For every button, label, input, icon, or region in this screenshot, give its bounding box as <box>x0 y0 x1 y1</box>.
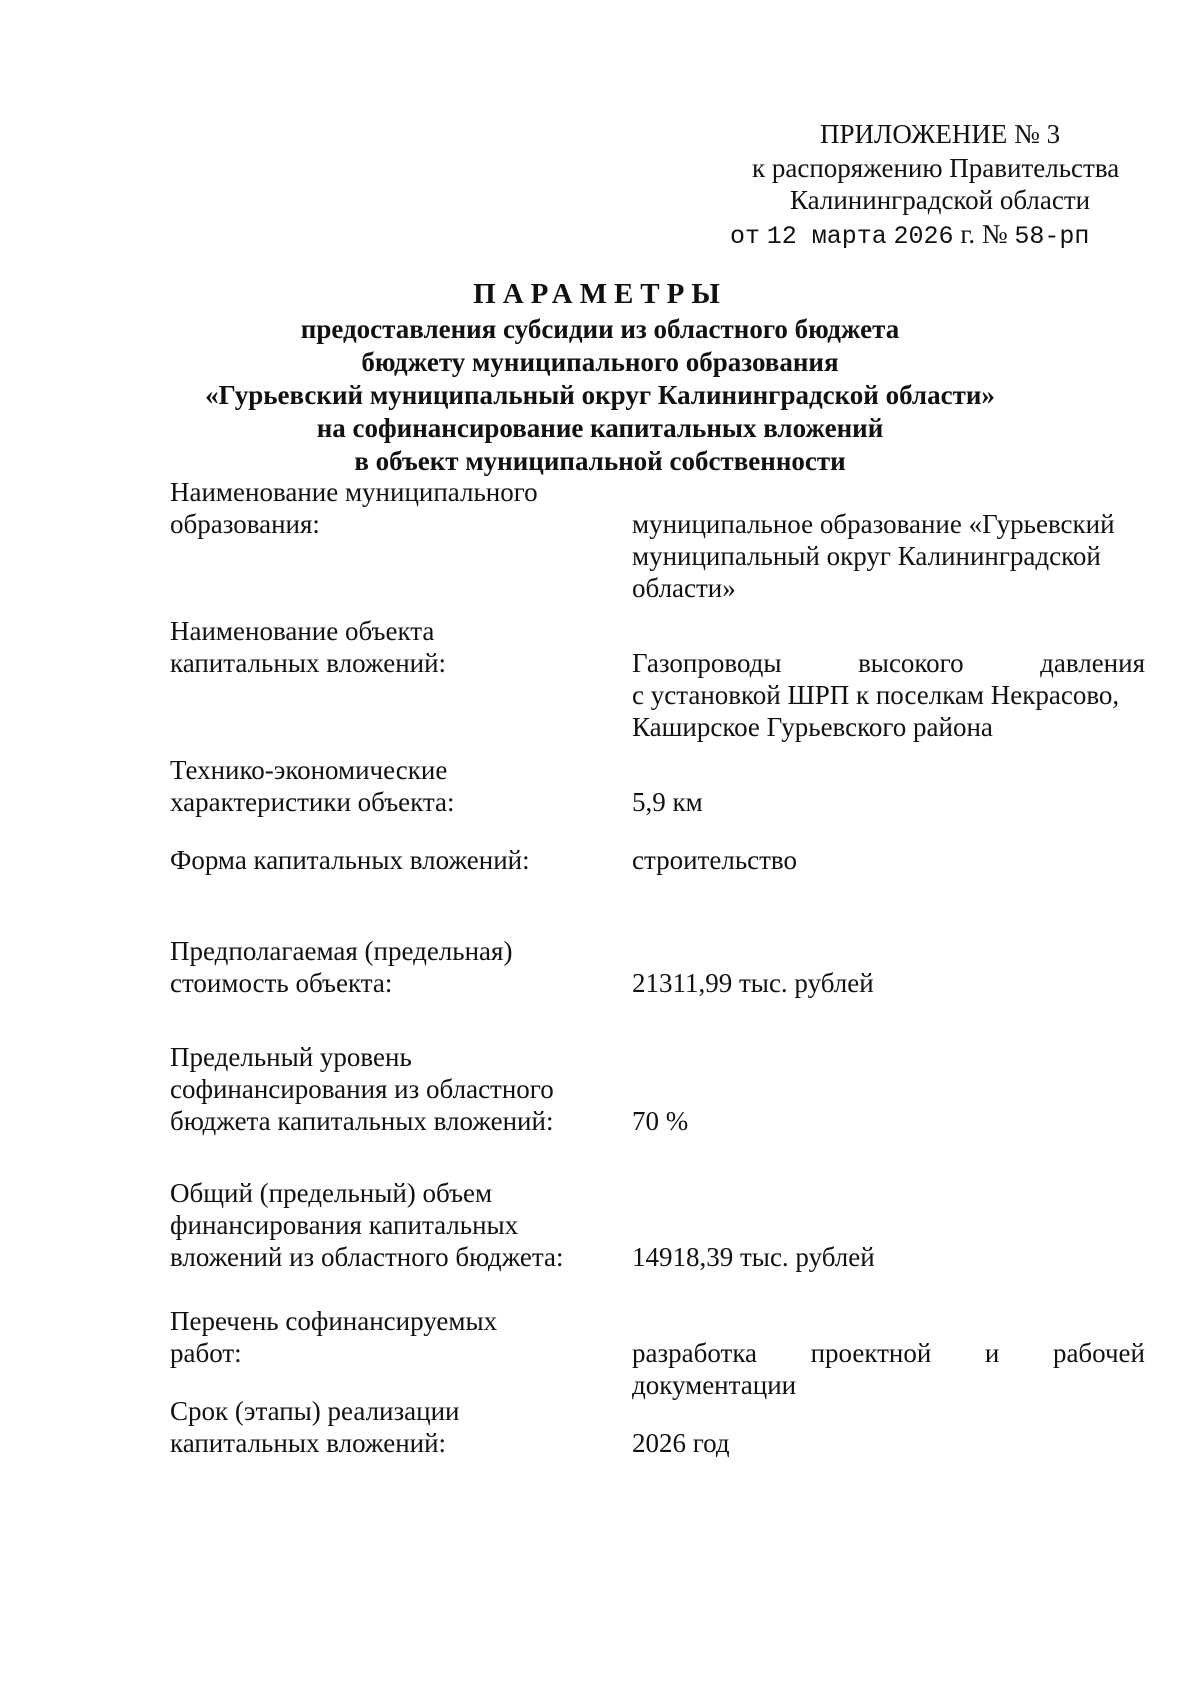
appendix-region-line: Калининградской области <box>790 185 1091 215</box>
param-label: Технико-экономические характеристики объекта: <box>170 755 455 817</box>
date-day: 12 марта <box>766 222 887 251</box>
param-value: 5,9 км <box>632 787 703 817</box>
word: и <box>984 1338 1000 1368</box>
justified-line <box>632 647 1145 679</box>
word: Газопроводы <box>632 648 782 678</box>
document-title: ПАРАМЕТРЫ <box>473 278 727 310</box>
param-value: 2026 год <box>632 1428 730 1458</box>
date-prefix: от <box>730 222 761 251</box>
header-line: на софинансирование капитальных вложений <box>316 413 884 443</box>
header-line: в объект муниципальной собственности <box>354 446 846 476</box>
appendix-date-line <box>730 218 1089 253</box>
param-label: Наименование муниципального образования: <box>170 477 538 539</box>
param-label: Перечень софинансируемых работ: <box>170 1306 498 1368</box>
param-label: Наименование объекта капитальных вложений: <box>170 616 447 678</box>
appendix-title: ПРИЛОЖЕНИЕ № 3 <box>820 119 1061 149</box>
param-label: Общий (предельный) объем финансирования капитальных вложений из областного бюджета: <box>170 1178 564 1272</box>
header-line: предоставления субсидии из областного бюджета <box>300 314 900 344</box>
param-value: строительство <box>632 845 797 875</box>
word: давления <box>1040 648 1145 678</box>
param-value: Газопроводы высокого давления с установкой ШРП к поселкам Некрасово, Каширское Гурьевского района <box>632 648 1145 742</box>
param-value: муниципальное образование «Гурьевский муниципальный округ Калининградской области» <box>632 509 1115 603</box>
header-line: бюджету муниципального образования <box>361 347 839 377</box>
appendix-reference-line: к распоряжению Правительства <box>752 153 1120 183</box>
document-number: 58-рп <box>1014 222 1090 251</box>
justified-line <box>632 1337 1145 1369</box>
param-label: Срок (этапы) реализации капитальных вложений: <box>170 1396 460 1458</box>
header-line: «Гурьевский муниципальный округ Калининградской области» <box>205 380 995 410</box>
document-header <box>100 278 1100 478</box>
date-year: 2026 <box>893 222 954 251</box>
param-value: 14918,39 тыс. рублей <box>632 1242 875 1272</box>
word: разработка <box>632 1338 758 1368</box>
word: высокого <box>858 648 964 678</box>
word: рабочей <box>1052 1338 1145 1368</box>
param-value: разработка проектной и рабочей документации <box>632 1338 1145 1400</box>
param-label: Предельный уровень софинансирования из областного бюджета капитальных вложений: <box>170 1042 554 1136</box>
param-value: 21311,99 тыс. рублей <box>632 968 874 998</box>
date-g-number: г. № <box>960 219 1008 249</box>
word: проектной <box>810 1338 932 1368</box>
param-value: 70 % <box>632 1106 689 1136</box>
param-label: Форма капитальных вложений: <box>170 845 530 875</box>
param-label: Предполагаемая (предельная) стоимость объекта: <box>170 936 513 998</box>
